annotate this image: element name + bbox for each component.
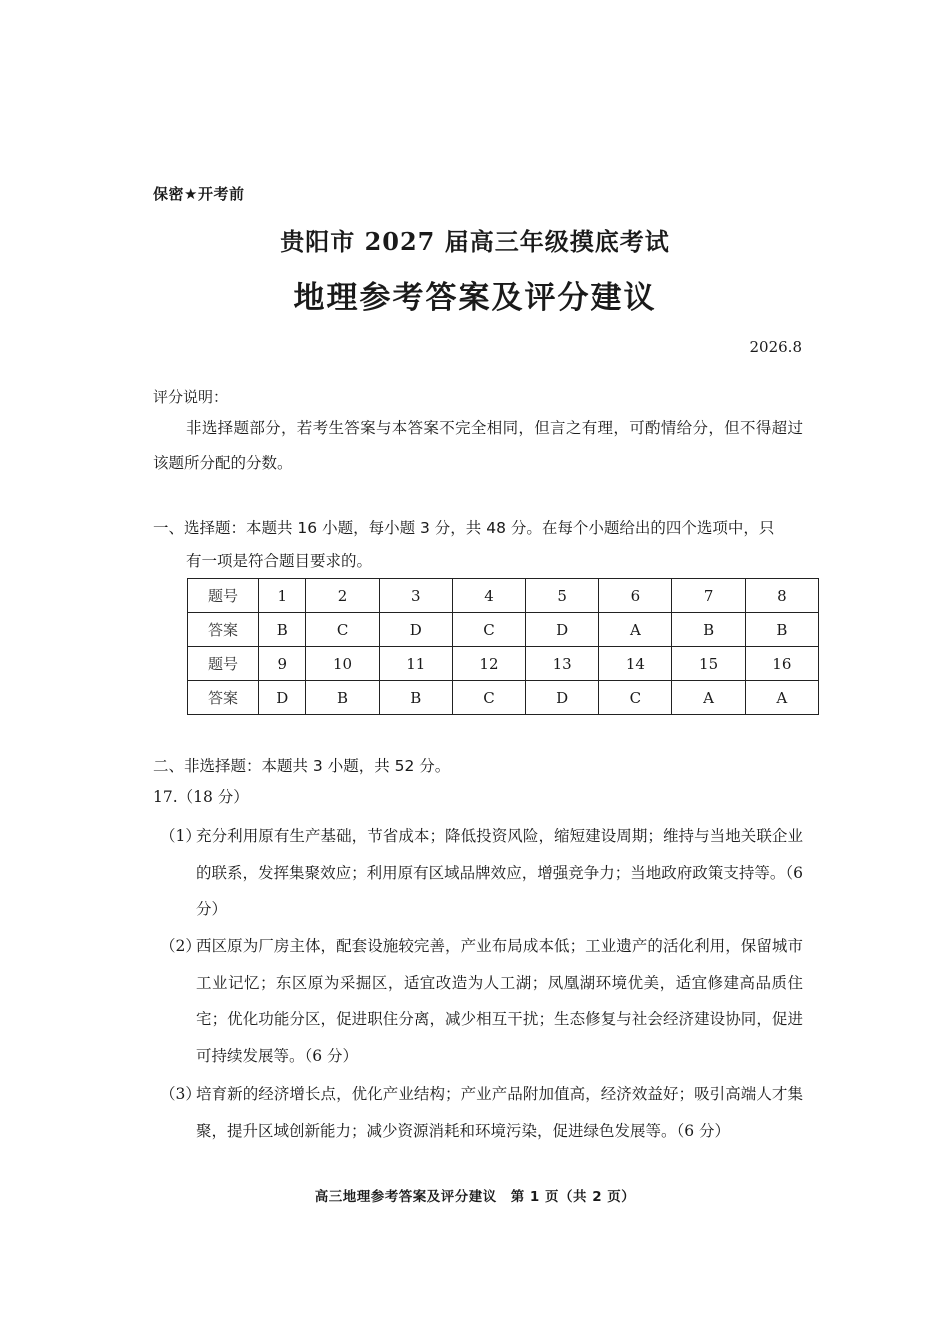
item-text: 培育新的经济增长点，优化产业结构；产业产品附加值高，经济效益好；吸引高端人才集聚，提升区域创新能力；减少资源消耗和环境污染，促进绿色发展等。（6 分） [196, 1085, 803, 1140]
question-number: 11 [379, 647, 452, 681]
page-footer: 高三地理参考答案及评分建议 第 1 页（共 2 页） [314, 1189, 636, 1205]
item-number: （2） [160, 937, 201, 955]
question-number: 9 [259, 647, 306, 681]
question-number: 1 [259, 579, 306, 613]
section-2-heading: 二、非选择题：本题共 3 小题，共 52 分。 [153, 757, 451, 775]
question-number: 5 [526, 579, 599, 613]
question-number: 8 [745, 579, 818, 613]
exam-title: 贵阳市 2027 届高三年级摸底考试 [280, 227, 670, 256]
answer-cell: B [672, 613, 745, 647]
answer-cell: D [526, 613, 599, 647]
row-label-number: 题号 [188, 579, 259, 613]
scoring-notes-body: 非选择题部分，若考生答案与本答案不完全相同，但言之有理，可酌情给分，但不得超过该题所分配的分数。 [153, 419, 803, 472]
answer-cell: B [259, 613, 306, 647]
question-number: 15 [672, 647, 745, 681]
table-row [188, 613, 819, 647]
question-number: 16 [745, 647, 818, 681]
answer-cell: A [672, 681, 745, 715]
answer-item-1 [160, 818, 803, 928]
answer-cell: A [745, 681, 818, 715]
section-1-heading [153, 512, 813, 578]
answer-cell: A [599, 613, 672, 647]
answer-cell: C [599, 681, 672, 715]
answer-cell: C [452, 613, 525, 647]
answer-item-2 [160, 928, 803, 1074]
section-1-heading-line1: 一、选择题：本题共 16 小题，每小题 3 分，共 48 分。在每个小题给出的四个选项中，只 [153, 519, 775, 537]
answer-table [187, 578, 819, 715]
row-label-answer: 答案 [188, 681, 259, 715]
question-number: 7 [672, 579, 745, 613]
answer-cell: D [526, 681, 599, 715]
row-label-number: 题号 [188, 647, 259, 681]
confidential-mark: 保密★开考前 [153, 185, 245, 203]
answer-cell: C [452, 681, 525, 715]
answer-cell: B [306, 681, 379, 715]
document-date: 2026.8 [749, 338, 802, 356]
item-text: 西区原为厂房主体，配套设施较完善，产业布局成本低；工业遗产的活化利用，保留城市工业记忆；东区原为采掘区，适宜改造为人工湖；凤凰湖环境优美，适宜修建高品质住宅；优化功能分区，促进职住分离，减少相互干扰；生态修复与社会经济建设协同，促进可持续发展等。（6 分） [196, 937, 803, 1065]
item-number: （1） [160, 827, 201, 845]
item-number: （3） [160, 1085, 201, 1103]
answer-cell: B [745, 613, 818, 647]
scoring-notes-heading: 评分说明： [153, 388, 229, 406]
question-number: 3 [379, 579, 452, 613]
question-number: 10 [306, 647, 379, 681]
answer-cell: B [379, 681, 452, 715]
answer-cell: D [379, 613, 452, 647]
row-label-answer: 答案 [188, 613, 259, 647]
question-number: 4 [452, 579, 525, 613]
section-1-heading-line2: 有一项是符合题目要求的。 [186, 552, 373, 570]
table-row [188, 647, 819, 681]
question-number: 6 [599, 579, 672, 613]
answer-cell: C [306, 613, 379, 647]
answer-cell: D [259, 681, 306, 715]
question-17-label: 17.（18 分） [153, 788, 249, 806]
table-row [188, 579, 819, 613]
answer-item-3 [160, 1076, 803, 1149]
item-text: 充分利用原有生产基础，节省成本；降低投资风险，缩短建设周期；维持与当地关联企业的联系，发挥集聚效应；利用原有区域品牌效应，增强竞争力；当地政府政策支持等。（6 分） [196, 827, 803, 918]
question-number: 12 [452, 647, 525, 681]
question-number: 14 [599, 647, 672, 681]
question-number: 13 [526, 647, 599, 681]
question-number: 2 [306, 579, 379, 613]
document-subtitle: 地理参考答案及评分建议 [293, 280, 657, 316]
table-row [188, 681, 819, 715]
